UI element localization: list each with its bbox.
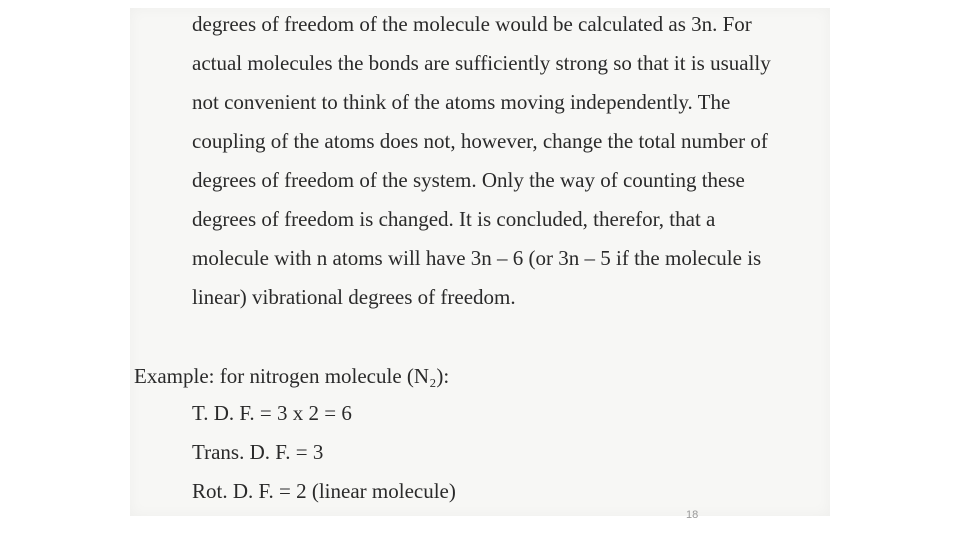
paragraph-line-4: coupling of the atoms does not, however, change the total number of <box>192 129 768 153</box>
paragraph-line-2: actual molecules the bonds are sufficiently strong so that it is usually <box>192 51 771 75</box>
paragraph-line-1: degrees of freedom of the molecule would be calculated as 3n. For <box>192 12 752 36</box>
paragraph-line-6: degrees of freedom is changed. It is concluded, therefor, that a <box>192 207 716 231</box>
example-tdf: T. D. F. = 3 x 2 = 6 <box>192 401 352 425</box>
paragraph-line-5: degrees of freedom of the system. Only the way of counting these <box>192 168 745 192</box>
example-rot: Rot. D. F. = 2 (linear molecule) <box>192 479 456 503</box>
paragraph-line-3: not convenient to think of the atoms moving independently. The <box>192 90 731 114</box>
paragraph-line-8: linear) vibrational degrees of freedom. <box>192 285 516 309</box>
example-heading: Example: for nitrogen molecule (N₂): <box>134 364 450 388</box>
page-number: 18 <box>686 509 699 521</box>
paragraph-line-7: molecule with n atoms will have 3n – 6 (or 3n – 5 if the molecule is <box>192 246 762 270</box>
example-trans: Trans. D. F. = 3 <box>192 440 324 464</box>
